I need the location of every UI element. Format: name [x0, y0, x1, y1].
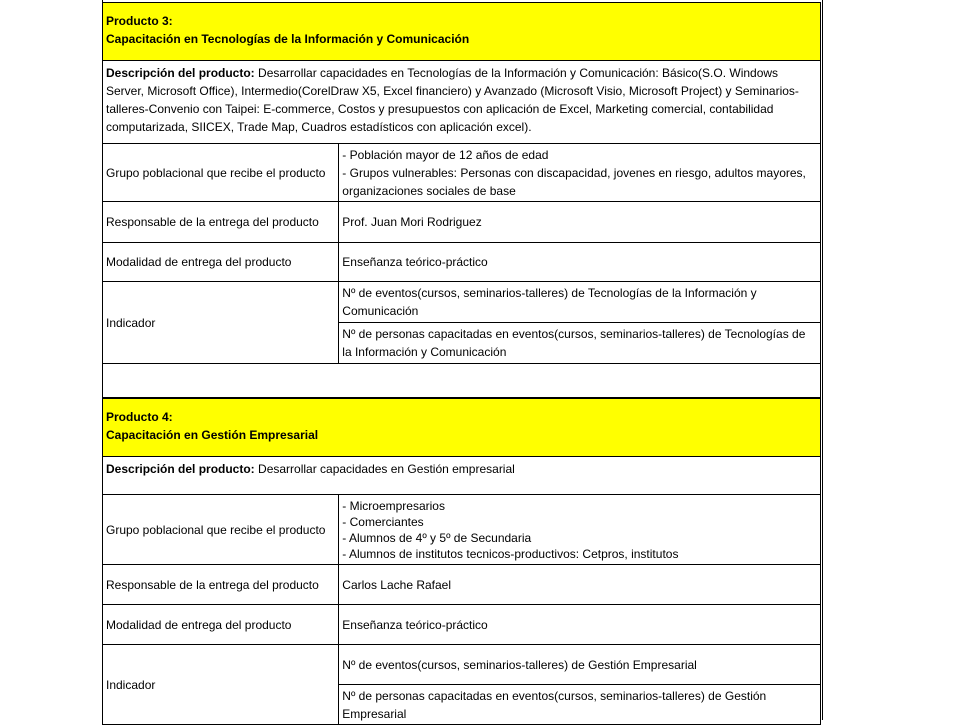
row-label: Grupo poblacional que recibe el producto — [103, 144, 339, 202]
product-3-description-row — [103, 61, 821, 144]
row-label: Modalidad de entrega del producto — [103, 605, 339, 645]
product-3-modality-row — [103, 243, 821, 282]
indicator-value: Nº de personas capacitadas en eventos(cursos, seminarios-talleres) de Tecnologías de la Información y Comunicación — [339, 323, 821, 364]
indicator-label: Indicador — [103, 282, 339, 364]
product-4-indicator-row-1 — [103, 645, 821, 685]
product-4-description — [103, 457, 821, 495]
row-value: Prof. Juan Mori Rodriguez — [339, 202, 821, 243]
product-3-responsible-row — [103, 202, 821, 243]
product-3-number: Producto 3: — [106, 14, 173, 28]
indicator-value: Nº de eventos(cursos, seminarios-talleres) de Gestión Empresarial — [339, 645, 821, 685]
row-value — [339, 144, 821, 202]
spacer-cell — [103, 364, 821, 398]
value-line: - Grupos vulnerables: Personas con discapacidad, jovenes en riesgo, adultos mayores, organizaciones sociales de base — [342, 165, 806, 198]
row-value: Carlos Lache Rafael — [339, 565, 821, 605]
description-text: Desarrollar capacidades en Gestión empresarial — [254, 462, 515, 476]
product-4-responsible-row — [103, 565, 821, 605]
product-3-title: Capacitación en Tecnologías de la Información y Comunicación — [106, 32, 470, 46]
product-3-header — [103, 3, 821, 61]
row-value — [339, 495, 821, 565]
product-4-table — [102, 398, 821, 725]
product-4-number: Producto 4: — [106, 410, 173, 424]
product-4-modality-row — [103, 605, 821, 645]
product-3-indicator-row-1 — [103, 282, 821, 323]
product-3-group-row — [103, 144, 821, 202]
description-text: Desarrollar capacidades en Tecnologías de la Información y Comunicación: Básico(S.O. Windows Server, Microsoft Office), Intermedio(CorelDraw X5, Excel financiero) y Avanzado (Microsoft Visio, Microsoft Project) y Seminarios-talleres-Convenio con Taipei: E-commerce, Costos y presupuestos con aplicación de Excel, Marketing comercial, contabilidad computarizada, SIICEX, Trade Map, Cuadros estadísticos con aplicación excel). — [106, 66, 799, 134]
product-4-description-row — [103, 457, 821, 495]
product-4-header — [103, 399, 821, 457]
product-3-table — [102, 2, 821, 398]
description-label: Descripción del producto: — [106, 462, 255, 476]
row-value: Enseñanza teórico-práctico — [339, 243, 821, 282]
product-3-description — [103, 61, 821, 144]
value-line: - Microempresarios — [342, 498, 445, 513]
value-line: - Población mayor de 12 años de edad — [342, 147, 549, 162]
row-label: Responsable de la entrega del producto — [103, 565, 339, 605]
spacer-row — [103, 364, 821, 398]
product-4-title: Capacitación en Gestión Empresarial — [106, 428, 319, 442]
indicator-label: Indicador — [103, 645, 339, 725]
value-line: - Alumnos de 4º y 5º de Secundaria — [342, 530, 532, 545]
indicator-value: Nº de personas capacitadas en eventos(cursos, seminarios-talleres) de Gestión Empresarial — [339, 685, 821, 725]
value-line: - Comerciantes — [342, 514, 424, 529]
description-label: Descripción del producto: — [106, 66, 255, 80]
row-label: Grupo poblacional que recibe el producto — [103, 495, 339, 565]
row-value: Enseñanza teórico-práctico — [339, 605, 821, 645]
product-4-group-row — [103, 495, 821, 565]
row-label: Modalidad de entrega del producto — [103, 243, 339, 282]
value-line: - Alumnos de institutos tecnicos-productivos: Cetpros, institutos — [342, 546, 679, 561]
indicator-value: Nº de eventos(cursos, seminarios-talleres) de Tecnologías de la Información y Comunicación — [339, 282, 821, 323]
row-label: Responsable de la entrega del producto — [103, 202, 339, 243]
product-3-header-row — [103, 3, 821, 61]
product-4-header-row — [103, 399, 821, 457]
